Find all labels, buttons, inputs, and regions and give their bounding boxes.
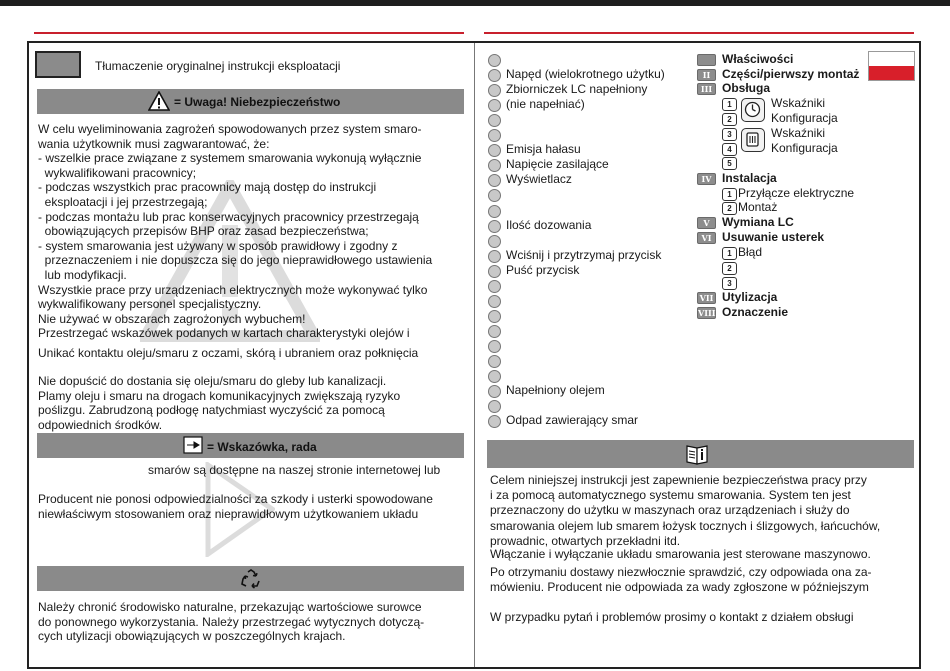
info-purpose-text-line: i za pomocą automatycznego systemu smarowania. System ten jest (490, 488, 851, 503)
info-purpose-text-line: przeznaczony do użytku w maszynach oraz urządzeniach i służy do (490, 503, 850, 518)
legend-bullet-icon (488, 370, 501, 383)
num-badge-1: 1 (722, 98, 737, 111)
warning-text-line: Przestrzegać wskazówek podanych w kartach charakterystyki olejów i (38, 326, 410, 341)
info-purpose-text-line: smarowania olejem lub smarem łożysk tocznych i ślizgowych, łańcuchów, (490, 518, 881, 533)
hint-text-line: niewłaściwym stosowaniem oraz nieprawidłowym użytkowaniem układu (38, 506, 419, 521)
chapter-parts[interactable]: Części/pierwszy montaż (722, 67, 860, 81)
op-configuration-2[interactable]: Konfiguracja (771, 141, 838, 155)
legend-label: Emisja hałasu (506, 142, 581, 157)
num-badge-4: 4 (722, 143, 737, 156)
legend-label: Ilość dozowania (506, 217, 592, 232)
soil-text-line: Plamy oleju i smaru na drogach komunikacyjnych zwiększają ryzyko (38, 388, 401, 403)
warning-text-line: lub modyfikacji. (38, 268, 127, 282)
warning-text-line: - wszelkie prace związane z systemem smarowania wykonują wyłącznie (38, 151, 422, 166)
warning-text-line: przeznaczeniem i nie dopuszcza się do jego nieprawidłowego ustawienia (38, 253, 433, 268)
chapter-installation[interactable]: Instalacja (722, 171, 777, 185)
chapter-lc-chip: V (697, 217, 716, 229)
top-rule (0, 0, 950, 6)
num-badge-3: 3 (722, 128, 737, 141)
soil-text-line: odpowiednich środków. (38, 417, 163, 432)
ts-error[interactable]: Błąd (738, 245, 763, 259)
warning-text-line: - system smarowania jest używany w sposób prawidłowy i zgodny z (38, 238, 398, 253)
soil-text-line: Nie dopuścić do dostania się oleju/smaru do gleby lub kanalizacji. (38, 374, 387, 388)
legend-label: Napełniony olejem (506, 383, 605, 398)
chapter-troubleshooting[interactable]: Usuwanie usterek (722, 230, 825, 244)
num-badge-ts-1: 1 (722, 247, 737, 260)
num-badge-5: 5 (722, 157, 737, 170)
op-indicators-1[interactable]: Wskaźniki (771, 96, 826, 110)
recycle-icon (240, 569, 262, 589)
legend-bullet-icon (488, 325, 501, 338)
legend-label: Odpad zawierający smar (506, 413, 639, 428)
op-indicators-2[interactable]: Wskaźniki (771, 126, 826, 140)
legend-bullet-icon (488, 205, 501, 218)
inst-mounting[interactable]: Montaż (738, 200, 778, 214)
soil-text-line: poślizgu. Zabrudzoną podłogę natychmiast wyczyścić za pomocą (38, 403, 385, 418)
legend-bullet-icon (488, 295, 501, 308)
chapter-parts-chip: II (697, 69, 716, 81)
info-delivery-text-line: mówieniu. Producent nie odpowiada za wady zgłoszone w późniejszym (490, 580, 869, 595)
environment-text-line: Należy chronić środowisko naturalne, przekazując wartościowe surowce (38, 600, 422, 614)
column-divider (474, 43, 475, 667)
chapter-disposal[interactable]: Utylizacja (722, 290, 778, 304)
chapter-disposal-chip: VII (697, 292, 716, 304)
chapter-operation-chip: III (697, 83, 716, 95)
legend-label: Wyświetlacz (506, 172, 572, 187)
cartridge-instrument-icon (741, 128, 765, 152)
warning-text-line: Nie używać w obszarach zagrożonych wybuchem! (38, 311, 306, 326)
legend-bullet-icon (488, 340, 501, 353)
legend-bullet-icon (488, 310, 501, 323)
polish-flag-icon (868, 51, 915, 81)
translation-title: Tłumaczenie oryginalnej instrukcji eksploatacji (95, 59, 341, 73)
legend-bullet-icon (488, 84, 501, 97)
hint-text-line: Producent nie ponosi odpowiedzialności za szkody i usterki spowodowane (38, 492, 433, 506)
legend-bullet-icon (488, 355, 501, 368)
num-badge-ts-3: 3 (722, 277, 737, 290)
info-purpose-text-line: prowadnic, otwartych przekładni itd. (490, 533, 681, 548)
hint-text-1: smarów są dostępne na naszej stronie internetowej lub (148, 463, 441, 477)
chapter-marking-chip: VIII (698, 308, 716, 318)
warning-text-line: wania użytkownik musi zagwarantować, że: (38, 136, 270, 151)
eye-contact-text: Unikać kontaktu oleju/smaru z oczami, skórą i ubraniem oraz połknięcia (38, 346, 419, 360)
chapter-marking[interactable]: Oznaczenie (722, 305, 789, 319)
legend-bullet-icon (488, 54, 501, 67)
num-badge-inst-2: 2 (722, 202, 737, 215)
chapter-troubleshooting-chip: VI (697, 232, 716, 244)
chapter-installation-chip: IV (697, 173, 716, 185)
warning-text-line: eksploatacji i jej przestrzegają; (38, 195, 208, 209)
legend-label: Wciśnij i przytrzymaj przycisk (506, 247, 662, 262)
legend-bullet-icon (488, 250, 501, 263)
chapter-properties-chip (697, 54, 716, 66)
clock-instrument-icon (741, 98, 765, 122)
warning-text-line: wykwalifikowany personel specjalistyczny. (38, 297, 262, 312)
hint-title: = Wskazówka, rada (207, 440, 317, 454)
hint-hand-icon (183, 436, 203, 454)
info-delivery-text-line: Po otrzymaniu dostawy niezwłocznie sprawdzić, czy odpowiada ona za- (490, 565, 872, 579)
warning-title: = Uwaga! Niebezpieczeństwo (174, 95, 341, 109)
chapter-properties[interactable]: Właściwości (722, 52, 794, 66)
legend-label: (nie napełniać) (506, 97, 585, 112)
legend-label: Napięcie zasilające (506, 157, 609, 172)
legend-label: Zbiorniczek LC napełniony (506, 82, 648, 97)
warning-text-line: Wszystkie prace przy urządzeniach elektrycznych może wykonywać tylko (38, 282, 428, 297)
num-badge-ts-2: 2 (722, 262, 737, 275)
num-badge-inst-1: 1 (722, 188, 737, 201)
warning-text-line: wykwalifikowani pracownicy; (38, 165, 197, 180)
warning-text-line: - podczas wszystkich prac pracownicy mają dostęp do instrukcji (38, 180, 377, 195)
legend-bullet-icon (488, 280, 501, 293)
environment-text-line: do ponownego wykorzystania. Należy przestrzegać wytycznych dotyczą- (38, 614, 425, 629)
num-badge-2: 2 (722, 113, 737, 126)
info-control-text: Włączanie i wyłączanie układu smarowania jest sterowane maszynowo. (490, 547, 871, 561)
environment-text-line: cych utylizacji obowiązujących w poszczególnych krajach. (38, 629, 346, 644)
left-red-rule (34, 32, 464, 34)
warning-text-line: obowiązujących przepisów BHP oraz zasad bezpieczeństwa; (38, 224, 369, 239)
info-purpose-text-line: Celem niniejszej instrukcji jest zapewnienie bezpieczeństwa pracy przy (490, 473, 867, 487)
legend-bullet-icon (488, 385, 501, 398)
inst-electrical[interactable]: Przyłącze elektryczne (738, 186, 855, 200)
book-info-icon (685, 442, 711, 466)
legend-bullet-icon (488, 220, 501, 233)
legend-bullet-icon (488, 69, 501, 82)
right-red-rule (484, 32, 914, 34)
warning-text-line: - podczas montażu lub prac konserwacyjnych pracownicy przestrzegają (38, 209, 419, 224)
warning-text-line: W celu wyeliminowania zagrożeń spowodowanych przez system smaro- (38, 122, 422, 136)
legend-bullet-icon (488, 235, 501, 248)
chapter-lc-replacement[interactable]: Wymiana LC (722, 215, 794, 229)
language-box (35, 51, 81, 78)
legend-bullet-icon (488, 265, 501, 278)
chapter-operation[interactable]: Obsługa (722, 81, 771, 95)
legend-label: Napęd (wielokrotnego użytku) (506, 67, 665, 82)
info-contact-text: W przypadku pytań i problemów prosimy o kontakt z działem obsługi (490, 610, 854, 624)
legend-label: Puść przycisk (506, 262, 580, 277)
op-configuration-1[interactable]: Konfiguracja (771, 111, 838, 125)
warning-triangle-icon (148, 91, 170, 111)
